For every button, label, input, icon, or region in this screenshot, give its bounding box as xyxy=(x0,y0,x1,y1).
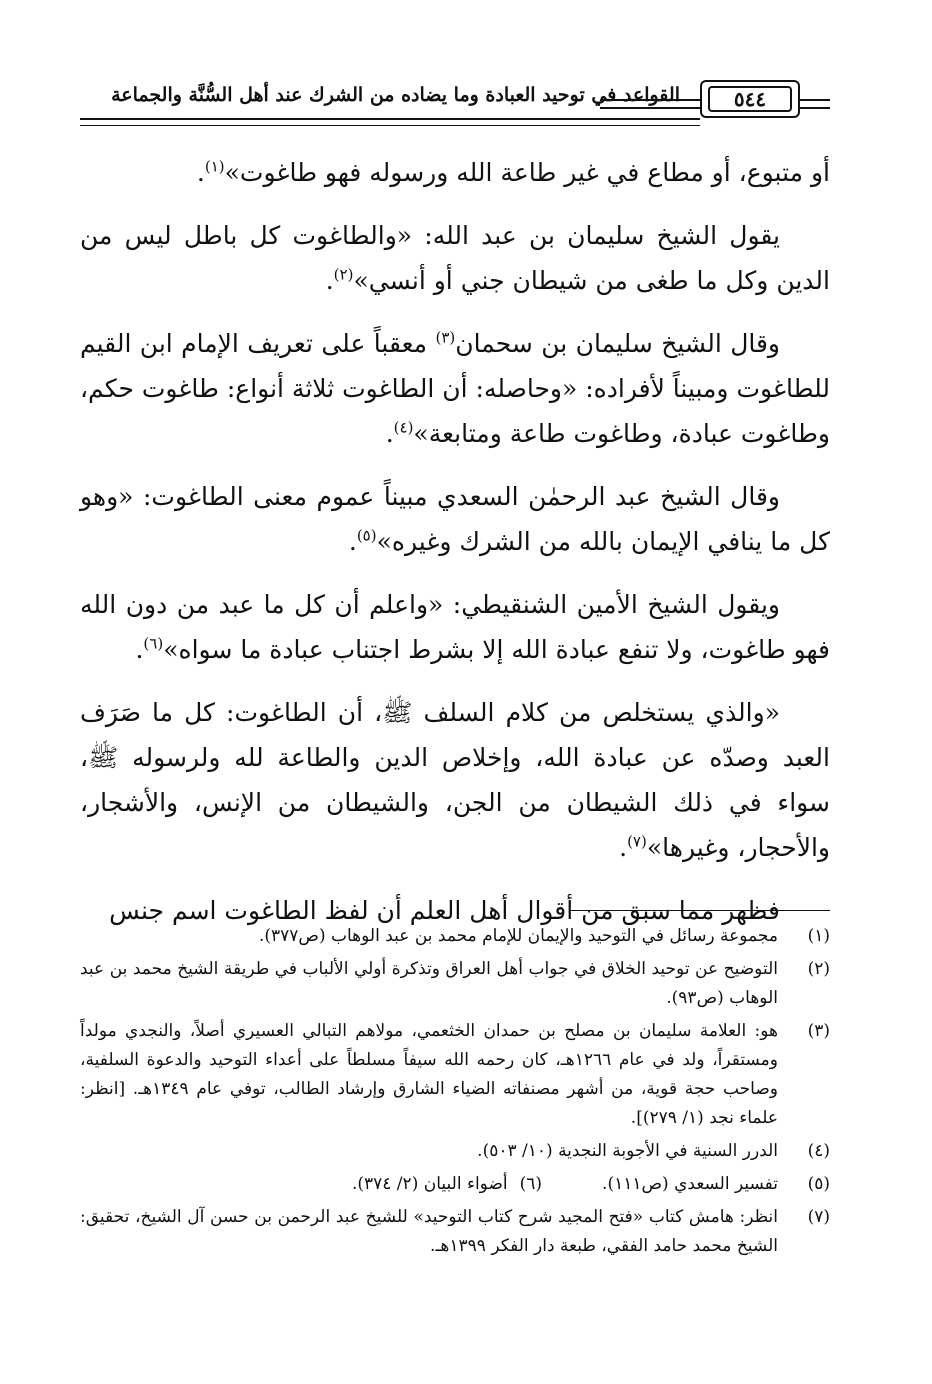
footnote xyxy=(80,955,830,1013)
paragraph: يقول الشيخ سليمان بن عبد الله: «والطاغوت كل باطل ليس من الدين وكل ما طغى من شيطان جني أو أنسي»$^{(٢)}$. xyxy=(80,221,830,295)
footnote-ref: (٤) xyxy=(393,418,414,437)
footnote-text: التوضيح عن توحيد الخلاق في جواب أهل العراق وتذكرة أولي الألباب في طريقة الشيخ محمد بن عبد الوهاب (ص٩٣). xyxy=(80,959,778,1008)
paragraph: أو متبوع، أو مطاع في غير طاعة الله ورسوله فهو طاغوت»$^{(١)}$. xyxy=(196,157,830,187)
footnote-number: (٤) xyxy=(807,1141,830,1161)
footnote xyxy=(80,922,830,951)
paragraph: «والذي يستخلص من كلام السلف ﷺ، أن الطاغوت: كل ما صَرَف العبد وصدّه عن عبادة الله، وإخلاص الدين والطاعة لله ولرسوله ﷺ، سواء في ذلك الشيطان من الجن، والشيطان من الإنس، والأشجار، والأحجار، وغيرها»$^{(٧)}$. xyxy=(80,698,830,862)
footnote-ref: (٢) xyxy=(333,265,354,284)
running-title: القواعد في توحيد العبادة وما يضاده من الشرك عند أهل السُّنَّة والجماعة xyxy=(111,84,680,106)
header-ornament-right xyxy=(800,99,830,109)
paragraph: فظهر مما سبق من أقوال أهل العلم أن لفظ الطاغوت اسم جنس xyxy=(109,896,780,925)
header-rule-thin xyxy=(80,125,700,126)
footnote-text: مجموعة رسائل في التوحيد والإيمان للإمام محمد بن عبد الوهاب (ص٣٧٧). xyxy=(258,926,778,946)
footnote-number: (٢) xyxy=(807,959,830,979)
footnote-ref: (٦) xyxy=(143,634,164,653)
footnote-number: (١) xyxy=(807,926,830,946)
footnote-text: الدرر السنية في الأجوبة النجدية (١٠/ ٥٠٣). xyxy=(477,1141,778,1161)
footnote-ref: (٧) xyxy=(627,832,647,851)
page-number: ٥٤٤ xyxy=(733,87,767,111)
footnote xyxy=(80,1203,830,1261)
footnote-text: أضواء البيان (٢/ ٣٧٤). xyxy=(351,1174,508,1194)
footnote-ref: (٥) xyxy=(356,526,377,545)
footnotes xyxy=(80,922,830,1265)
footnote-row xyxy=(80,1170,830,1199)
footnote-text: انظر: هامش كتاب «فتح المجيد شرح كتاب التوحيد» للشيخ عبد الرحمن بن حسن آل الشيخ، تحقيق: الشيخ محمد حامد الفقي، طبعة دار الفكر ١٣٩٩هـ. xyxy=(80,1207,778,1256)
paragraph: وقال الشيخ عبد الرحمٰن السعدي مبيناً عموم معنى الطاغوت: «وهو كل ما ينافي الإيمان بالله من الشرك وغيره»$^{(٥)}$. xyxy=(80,482,830,556)
footnote-text: تفسير السعدي (ص١١١). xyxy=(602,1174,778,1194)
page-number-frame xyxy=(700,80,800,118)
footnote-ref: (٣) xyxy=(435,328,456,347)
footnote-text: هو: العلامة سليمان بن مصلح بن حمدان الخثعمي، مولاهم التبالي العسيري أصلاً، والنجدي مولداً ومستقراً، ولد في عام ١٢٦٦هـ، كان رحمه الله سيفاً مسلطاً على أعداء التوحيد والدعوة السلفية، وصاحب حجة قوية، من أشهر مصنفاته الضياء الشارق وإرشاد الطالب، توفي عام ١٣٤٩هـ. [انظر: علماء نجد (١/ ٢٧٩)]. xyxy=(80,1021,778,1128)
footnote-ref: (١) xyxy=(204,157,225,176)
paragraph: وقال الشيخ سليمان بن سحمان$^{(٣)}$ معقباً على تعريف الإمام ابن القيم للطاغوت ومبيناً لأفراده: «وحاصله: أن الطاغوت ثلاثة أنواع: طاغوت حكم، وطاغوت عبادة، وطاغوت طاعة ومتابعة»$^{(٤)}$. xyxy=(79,328,830,448)
body-text xyxy=(80,150,830,951)
footnote-separator xyxy=(570,910,830,911)
footnote-number: (٣) xyxy=(807,1021,830,1041)
footnote xyxy=(80,1017,830,1133)
paragraph: ويقول الشيخ الأمين الشنقيطي: «واعلم أن كل ما عبد من دون الله فهو طاغوت، ولا تنفع عبادة الله إلا بشرط اجتناب عبادة ما سواه»$^{(٦)}$. xyxy=(80,590,830,664)
footnote-number: (٦) xyxy=(519,1174,543,1194)
footnote-number: (٧) xyxy=(807,1207,830,1227)
header-rule xyxy=(80,118,700,120)
running-header xyxy=(80,72,830,142)
footnote xyxy=(80,1137,830,1166)
footnote-number: (٥) xyxy=(807,1174,830,1194)
